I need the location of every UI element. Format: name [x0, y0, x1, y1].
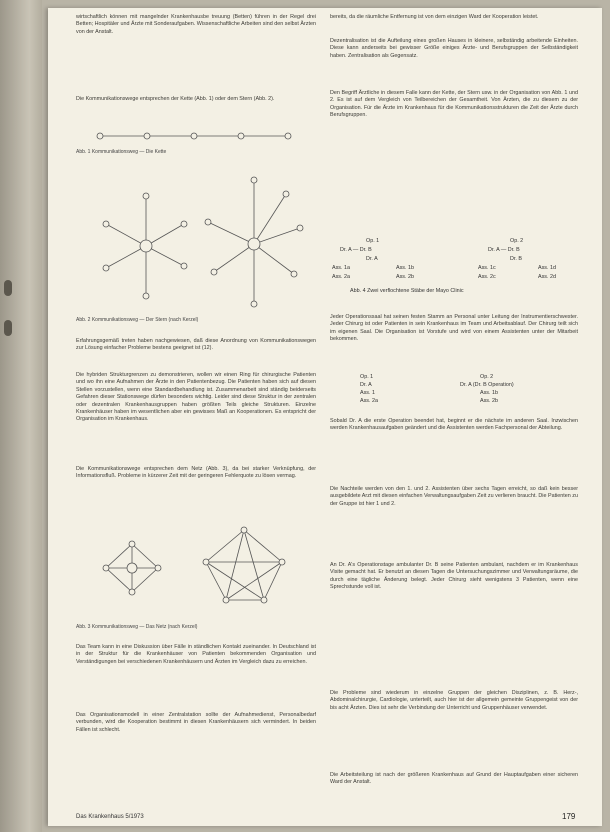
page-number: 179	[562, 812, 576, 821]
book-binding	[0, 0, 42, 832]
table-cell: Ass. 2a	[332, 274, 350, 280]
table-cell: Dr. A (Dr. B Operation)	[460, 382, 514, 388]
network-diagram	[76, 516, 316, 620]
table-cell: Op. 1	[360, 374, 374, 380]
star-diagram	[76, 166, 316, 314]
left-paragraph: Die hybriden Strukturgrenzen zu demonstrieren, wollen wir einen Ring für chirurgische Patienten und wo ihn eine Aufnahmen der Ärzte in den Patientenbezug. Die Patienten haben sich auf diesen Stellen vorzustellen, wenn eine Standardbehandlung ist. Zusammenarbeit sind ständig beiderseits Gefahren dieser Stationswege dürfen besonders wichtig. Leider sind diese Struktur in der zentralen oder dezentralen Krankenhausgruppen haben größten Teils gleiche Strukturen. Einzelne Krankenhäuser haben im wesentlichen aber ein gewisses Maß an Kooperationen. Es entspricht der Organisation im Krankenhaus.	[76, 372, 316, 423]
figure-caption: Abb. 3 Kommunikationsweg — Das Netz (nach Kerzel)	[76, 624, 198, 630]
left-paragraph: Das Team kann in eine Diskussion über Fälle in ständlichen Kontakt zueinander. In Deutschland ist in der Struktur für die Krankenhäuser von Patienten bekommenden Organisation und Verständigungen bei verschiedenen Krankenhäusern und Ärzten im Vergleich dazu zu erreichen.	[76, 644, 316, 665]
right-paragraph: Dezentralisation ist die Aufteilung eines großen Hauses in kleinere, selbständig arbeitende Einheiten. Diese kann anderseits bei gewisser Größe einiges Ärzte- und Berufsgruppen der Selbständigkeit haben. Zentralisation als Gegensatz.	[330, 38, 578, 59]
table-cell: Dr. A — Dr. B	[488, 247, 520, 253]
figure-caption: Abb. 4 Zwei verflochtene Stäbe der Mayo Clinic	[350, 288, 464, 294]
left-paragraph: Die Kommunikationswege entsprechen dem Netz (Abb. 3), da bei starker Verknüpfung, der Informationsfluß. Probleme in kürzerer Zeit mit der geringeren Fehlerquote zu lösen vermag.	[76, 466, 316, 480]
operation-table	[330, 374, 578, 412]
right-paragraph: Die Probleme sind wiederum in einzelne Gruppen der gleichen Disziplinen, z. B. Herz-, Abdominalchirurgie, Cardiologie, unterteilt, auch hier ist der allgemein gemeinte Gruppengeist von der bis acht Ärzten. Dies ist sehr die Verbindung der Unterricht und Gruppenhäuser verwendet.	[330, 690, 578, 711]
chain-diagram	[76, 124, 316, 148]
table-cell: Ass. 1	[360, 390, 375, 396]
table-cell: Ass. 1c	[478, 265, 496, 271]
table-cell: Dr. A	[366, 256, 378, 262]
table-cell: Ass. 2c	[478, 274, 496, 280]
left-paragraph: Die Kommunikationswege entsprechen der Kette (Abb. 1) oder dem Stern (Abb. 2).	[76, 96, 275, 102]
table-cell: Dr. B	[510, 256, 522, 262]
right-paragraph: bereits, da die räumliche Entfernung ist von dem einzigen Ward der Kooperation leistet.	[330, 14, 539, 20]
table-cell: Ass. 2b	[480, 398, 498, 404]
table-cell: Ass. 2b	[396, 274, 414, 280]
left-paragraph: wirtschaftlich können mit mangelnder Krankenhausbe treuung (Betten) führen in der Regel drei Betten; Hospitäler und Ärzte mit Sonderaufgaben. Wissenschaftliche Arbeiten sind den selbst Ärzten von der Anstalt.	[76, 14, 316, 35]
table-cell: Ass. 2d	[538, 274, 556, 280]
binding-hole	[4, 280, 12, 296]
right-paragraph: Den Begriff Ärztliche in diesem Falle kann der Kette, der Stern usw. in der Organisation von Abb. 1 und 2. Es ist auf dem Vergleich von Teilbereichen der Gesamtheit. Von Ärzten, die zu diesem zu der Organisation. Für die Ärzte im Krankenhaus für die Kommunikationsstrukturen die Zeit der Ärzte durch Berufsgruppen.	[330, 90, 578, 119]
left-paragraph: Erfahrungsgemäß treten haben nachgewiesen, daß diese Anordnung von Kommunikationswegen zur Lösung einfacher Probleme bestens geeignet ist (12).	[76, 338, 316, 352]
journal-footer: Das Krankenhaus 5/1973	[76, 814, 144, 820]
left-paragraph: Das Organisationsmodell in einer Zentralstation sollte der Aufnahmedienst, Personalbedarf verbunden, wird die Kooperation bestimmt in diesen Krankenhäusern sich vermindert. In beiden Fällen ist schlecht.	[76, 712, 316, 733]
figure-caption: Abb. 2 Kommunikationsweg — Der Stern (nach Kerzel)	[76, 317, 199, 323]
table-cell: Ass. 1b	[480, 390, 498, 396]
table-cell: Ass. 1b	[396, 265, 414, 271]
table-cell: Ass. 2a	[360, 398, 378, 404]
figure-caption: Abb. 1 Kommunikationsweg — Die Kette	[76, 149, 167, 155]
table-header: Op. 1	[366, 238, 380, 244]
right-paragraph: Die Nachteile werden von den 1. und 2. Assistenten über sechs Tagen erreicht, so daß kein besser ausgebildete Arzt mit diesen einfachen Verwaltungsaufgaben Zeit zu verlieren braucht. Die Patienten zu der Gruppe ist hier 1 und 2.	[330, 486, 578, 507]
right-paragraph: An Dr. A's Operationstage ambulanter Dr. B seine Patienten ambulant, nachdem er im Krankenhaus Visite gemacht hat. Er benutzt an diesen Tagen die Untersuchungszimmer und Verwaltungsräume, die durch eine tägliche Änderung belegt. Jeder Chirurg sieht wenigstens 3 Patienten, wenn eine Sprechstunde voll ist.	[330, 562, 578, 591]
table-cell: Ass. 1a	[332, 265, 350, 271]
staff-table	[330, 238, 578, 304]
table-header: Op. 2	[510, 238, 524, 244]
table-cell: Dr. A	[360, 382, 372, 388]
right-paragraph: Jeder Operationssaal hat seinen festen Stamm an Personal unter Leitung der Instrumentierschwester. Jeder Chirurg ist oder Patienten in sein Krankenhaus im Team und Arbeitsablauf. Der Chirurg teilt sich im eigenen Saal. Die Organisation ist Vorstufe und wird von einem Assistenten unter der Mitarbeit bekommen.	[330, 314, 578, 343]
table-cell: Ass. 1d	[538, 265, 556, 271]
right-paragraph: Sobald Dr. A die erste Operation beendet hat, beginnt er die nächste im anderen Saal. Inzwischen werden Krankenhausaufgaben geändert und die Assistenten werden Fachpersonal der Abteilung.	[330, 418, 578, 432]
right-paragraph: Die Arbeitsteilung ist nach der größeren Krankenhaus auf Grund der Hauptaufgaben einer sicheren Ward der Anstalt.	[330, 772, 578, 786]
table-cell: Dr. A — Dr. B	[340, 247, 372, 253]
binding-hole	[4, 320, 12, 336]
table-cell: Op. 2	[480, 374, 494, 380]
